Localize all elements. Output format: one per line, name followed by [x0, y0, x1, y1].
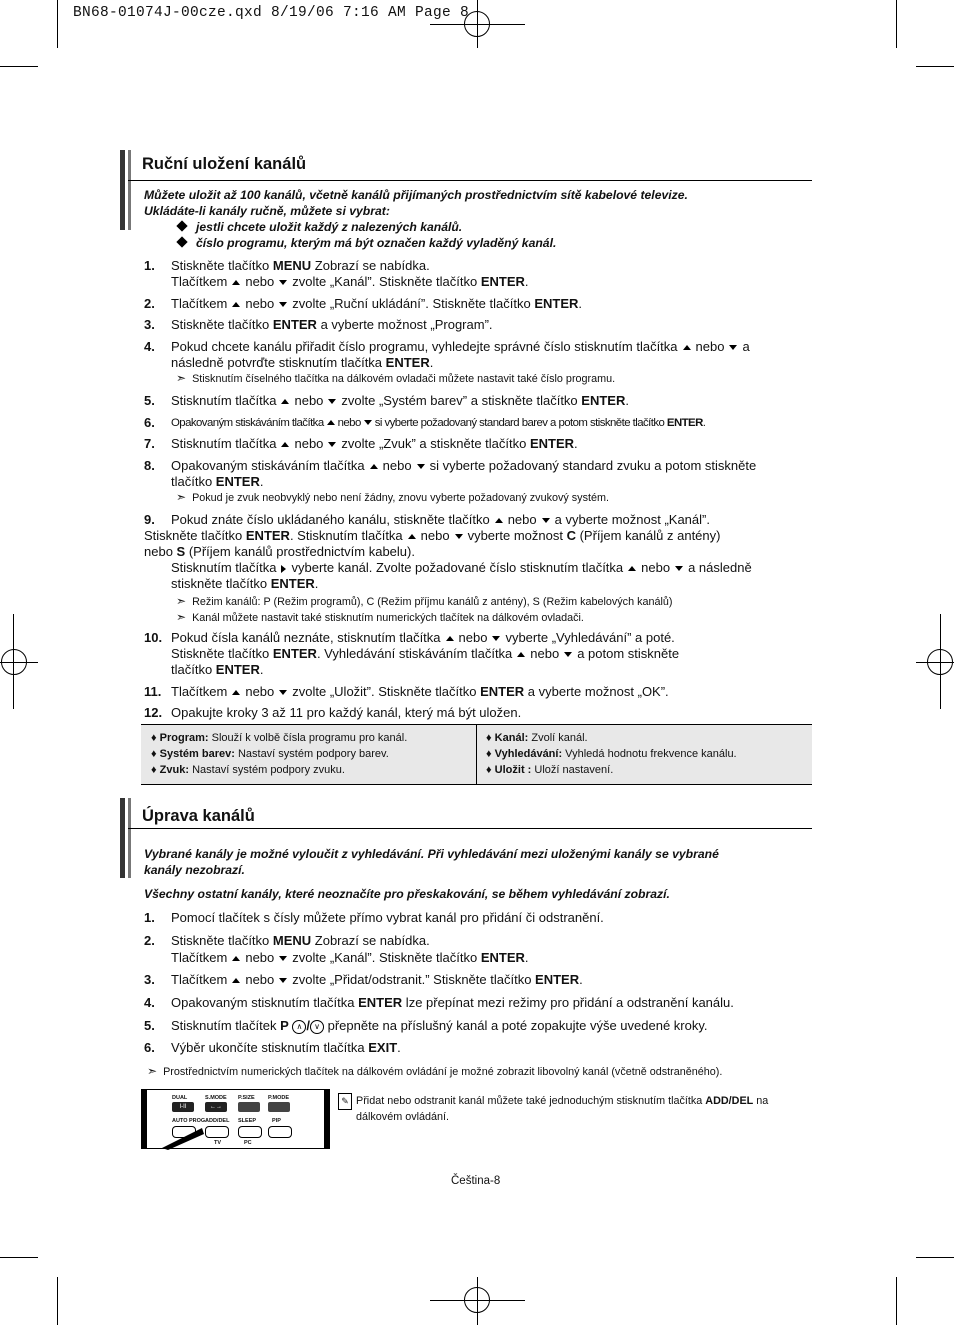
table-divider: [476, 725, 477, 784]
section-title: Úprava kanálů: [142, 807, 255, 825]
step-text: Opakovaným stiskáváním tlačítka nebo si vyberte požadovaný standard barev a potom stiskněte tlačítko ENTER.: [171, 417, 706, 429]
step-text: stiskněte tlačítko ENTER.: [171, 576, 319, 591]
down-arrow-icon: [455, 534, 463, 539]
down-arrow-icon: [564, 652, 572, 657]
note-arrow-icon: ➣: [147, 1064, 158, 1078]
remote-button-smode: ←→: [205, 1102, 227, 1112]
step-text: Pokud chcete kanálu přiřadit číslo programu, vyhledejte správné číslo stisknutím tlačítka nebo a: [171, 339, 750, 354]
step-text: Opakujte kroky 3 až 11 pro každý kanál, který má být uložen.: [171, 705, 522, 720]
note-arrow-icon: ➣: [176, 490, 187, 504]
remote-control-illustration: [141, 1089, 330, 1149]
step-number: 4.: [144, 339, 155, 354]
channel-down-icon: ∨: [310, 1020, 324, 1034]
down-arrow-icon: [279, 302, 287, 307]
up-arrow-icon: [683, 345, 691, 350]
crop-mark: [57, 0, 58, 48]
step-number: 2.: [144, 933, 155, 948]
registration-mark-icon: [1, 649, 27, 675]
page-footer: Čeština-8: [451, 1175, 501, 1187]
tip-text: Přidat nebo odstranit kanál můžete také jednoduchým stisknutím tlačítka ADD/DEL na dálkovém ovládání.: [356, 1095, 769, 1123]
up-arrow-icon: [446, 636, 454, 641]
remote-key-label: SLEEP: [238, 1118, 257, 1124]
down-arrow-icon: [328, 399, 336, 404]
step-text: Stisknutím tlačítka vyberte kanál. Zvolte požadované číslo stisknutím tlačítka nebo a následně: [171, 560, 752, 575]
step-text: nebo S (Příjem kanálů prostřednictvím kabelu).: [144, 544, 415, 559]
step-text: Tlačítkem nebo zvolte „Přidat/odstranit.” Stiskněte tlačítko ENTER.: [171, 972, 583, 987]
remote-button-adddel: [205, 1126, 229, 1138]
registration-mark-icon: [464, 1287, 490, 1313]
crop-mark: [916, 66, 954, 67]
step-text: Stisknutím tlačítka nebo zvolte „Systém barev” a stiskněte tlačítko ENTER.: [171, 393, 629, 408]
step-number: 10.: [144, 630, 163, 645]
intro-line: Všechny ostatní kanály, které neoznačíte pro přeskakování, se během vyhledávání zobrazí.: [144, 887, 670, 901]
step-text: Pokud čísla kanálů neznáte, stisknutím tlačítka nebo vyberte „Vyhledávání” a poté.: [171, 630, 675, 645]
remote-key-label: DUAL: [172, 1095, 188, 1101]
section-rule: [128, 828, 812, 829]
bullet-item: jestli chcete uložit každý z nalezených kanálů.: [178, 220, 462, 234]
remote-key-label: ADD/DEL: [205, 1118, 230, 1124]
up-arrow-icon: [232, 978, 240, 983]
step-text: Pomocí tlačítek s čísly můžete přímo vybrat kanál pro přidání či odstranění.: [171, 910, 604, 925]
table-row: ♦ Zvuk: Nastaví systém podpory zvuku.: [151, 764, 345, 776]
note-arrow-icon: ➣: [176, 610, 187, 624]
crop-mark: [57, 1277, 58, 1325]
table-col-right: [486, 730, 737, 778]
down-arrow-icon: [279, 956, 287, 961]
bullet-item: číslo programu, kterým má být označen každý vyladěný kanál.: [178, 236, 556, 250]
crop-mark: [0, 66, 38, 67]
step-text: Stisknutím tlačítek P ∧ / ∨ přepněte na příslušný kanál a poté zopakujte výše uvedené kroky.: [171, 1018, 708, 1033]
pointer-arrow-icon: [158, 1120, 208, 1150]
up-arrow-icon: [495, 518, 503, 523]
crop-mark: [0, 1257, 38, 1258]
step-number: 3.: [144, 317, 155, 332]
step-text: Pokud znáte číslo ukládaného kanálu, stiskněte tlačítko nebo a vyberte možnost „Kanál”.: [171, 512, 710, 527]
table-row: ♦ Vyhledávání: Vyhledá hodnotu frekvence kanálu.: [486, 748, 737, 760]
step-number: 1.: [144, 910, 155, 925]
file-header: BN68-01074J-00cze.qxd 8/19/06 7:16 AM Page 8: [73, 5, 470, 21]
section-bar: [120, 150, 125, 230]
down-arrow-icon: [279, 978, 287, 983]
table-row: ♦ Kanál: Zvolí kanál.: [486, 732, 588, 744]
note-arrow-icon: ➣: [176, 594, 187, 608]
up-arrow-icon: [281, 442, 289, 447]
down-arrow-icon: [542, 518, 550, 523]
note-pen-icon: ✎: [338, 1093, 352, 1110]
section-note: ➣ Prostřednictvím numerických tlačítek na dálkovém ovládání je možné zobrazit libovolný kanál (včetně odstraněného).: [147, 1064, 723, 1078]
registration-mark-icon: [464, 11, 490, 37]
intro-line: Můžete uložit až 100 kanálů, včetně kanálů přijímaných prostřednictvím sítě kabelové televize.: [144, 188, 688, 202]
remote-key-label: PC: [244, 1140, 252, 1146]
intro-line: Vybrané kanály je možné vyloučit z vyhledávání. Při vyhledávání mezi uloženými kanály se vybrané: [144, 847, 719, 861]
remote-key-label: AUTO PROG.: [172, 1118, 207, 1124]
section-bar: [128, 798, 131, 878]
step-number: 1.: [144, 258, 155, 273]
step-text: Výběr ukončíte stisknutím tlačítka EXIT.: [171, 1040, 401, 1055]
step-note: ➣ Stisknutím číselného tlačítka na dálkovém ovladači můžete nastavit také číslo programu.: [176, 371, 616, 385]
step-number: 9.: [144, 512, 155, 527]
step-text: Tlačítkem nebo zvolte „Ruční ukládání”. Stiskněte tlačítko ENTER.: [171, 296, 583, 311]
step-text: tlačítko ENTER.: [171, 474, 264, 489]
step-number: 4.: [144, 995, 155, 1010]
step-text: následně potvrďte stisknutím tlačítka ENTER.: [171, 355, 434, 370]
remote-key-label: PIP: [272, 1118, 281, 1124]
up-arrow-icon: [370, 464, 378, 469]
step-number: 8.: [144, 458, 155, 473]
diamond-bullet-icon: [176, 220, 187, 231]
step-number: 6.: [144, 415, 155, 430]
remote-key-label: P.SIZE: [238, 1095, 255, 1101]
step-text: Stisknutím tlačítka nebo zvolte „Zvuk” a stiskněte tlačítko ENTER.: [171, 436, 578, 451]
up-arrow-icon: [408, 534, 416, 539]
right-arrow-icon: [281, 565, 286, 573]
remote-button-sleep: [238, 1126, 262, 1138]
step-text: Tlačítkem nebo zvolte „Kanál”. Stiskněte tlačítko ENTER.: [171, 950, 529, 965]
remote-key-label: P.MODE: [268, 1095, 289, 1101]
up-arrow-icon: [281, 399, 289, 404]
table-row: ♦ Systém barev: Nastaví systém podpory barev.: [151, 748, 389, 760]
step-text: Stiskněte tlačítko ENTER a vyberte možnost „Program”.: [171, 317, 493, 332]
step-text: Stiskněte tlačítko ENTER. Stisknutím tlačítka nebo vyberte možnost C (Příjem kanálů z antény): [144, 528, 721, 543]
step-note: ➣ Pokud je zvuk neobvyklý nebo není žádny, znovu vyberte požadovaný zvukový systém.: [176, 490, 609, 504]
crop-mark: [896, 0, 897, 48]
step-number: 3.: [144, 972, 155, 987]
up-arrow-icon: [628, 566, 636, 571]
up-arrow-icon: [517, 652, 525, 657]
diamond-bullet-icon: [176, 236, 187, 247]
step-text: Tlačítkem nebo zvolte „Kanál”. Stiskněte tlačítko ENTER.: [171, 274, 529, 289]
crop-mark: [916, 1257, 954, 1258]
down-arrow-icon: [675, 566, 683, 571]
intro-line: kanály nezobrazí.: [144, 863, 245, 877]
step-text: Stiskněte tlačítko MENU Zobrazí se nabídka.: [171, 933, 430, 948]
step-note: ➣ Kanál můžete nastavit také stisknutím numerických tlačítek na dálkovém ovladači.: [176, 610, 584, 624]
registration-mark-icon: [927, 649, 953, 675]
down-arrow-icon: [364, 420, 372, 425]
section-title: Ruční uložení kanálů: [142, 155, 307, 173]
remote-key-label: S.MODE: [205, 1095, 227, 1101]
up-arrow-icon: [232, 280, 240, 285]
crop-mark: [896, 1277, 897, 1325]
step-number: 12.: [144, 705, 163, 720]
down-arrow-icon: [417, 464, 425, 469]
step-text: Tlačítkem nebo zvolte „Uložit”. Stiskněte tlačítko ENTER a vyberte možnost „OK”.: [171, 684, 669, 699]
up-arrow-icon: [327, 420, 335, 425]
step-number: 2.: [144, 296, 155, 311]
step-text: Stiskněte tlačítko MENU Zobrazí se nabídka.: [171, 258, 430, 273]
channel-up-icon: ∧: [292, 1020, 306, 1034]
up-arrow-icon: [232, 690, 240, 695]
step-number: 7.: [144, 436, 155, 451]
step-text: tlačítko ENTER.: [171, 662, 264, 677]
step-number: 5.: [144, 393, 155, 408]
settings-table: [141, 724, 812, 785]
step-number: 11.: [144, 684, 162, 699]
up-arrow-icon: [232, 956, 240, 961]
down-arrow-icon: [328, 442, 336, 447]
down-arrow-icon: [729, 345, 737, 350]
remote-button-pip: [268, 1126, 292, 1138]
step-note: ➣ Režim kanálů: P (Režim programů), C (Režim příjmu kanálů z antény), S (Režim kabelových kanálů): [176, 594, 673, 608]
step-text: Opakovaným stiskáváním tlačítka nebo si vyberte požadovaný standard zvuku a potom stiskněte: [171, 458, 757, 473]
remote-button-psize: [238, 1102, 260, 1112]
down-arrow-icon: [492, 636, 500, 641]
table-col-left: [151, 730, 407, 778]
note-arrow-icon: ➣: [176, 371, 187, 385]
step-text: Opakovaným stisknutím tlačítka ENTER lze přepínat mezi režimy pro přidání a odstranění kanálu.: [171, 995, 734, 1010]
step-text: Stiskněte tlačítko ENTER. Vyhledávání stiskáváním tlačítka nebo a potom stiskněte: [171, 646, 680, 661]
remote-button-pmode: [268, 1102, 290, 1112]
down-arrow-icon: [279, 690, 287, 695]
step-number: 5.: [144, 1018, 155, 1033]
down-arrow-icon: [279, 280, 287, 285]
section-bar: [120, 798, 125, 878]
remote-button-dual: I-II: [172, 1102, 194, 1112]
section-rule: [128, 180, 812, 181]
section-bar: [128, 150, 131, 230]
remote-key-label: TV: [214, 1140, 222, 1146]
step-number: 6.: [144, 1040, 155, 1055]
table-row: ♦ Uložit : Uloží nastavení.: [486, 764, 614, 776]
intro-line: Ukládáte-li kanály ručně, můžete si vybrat:: [144, 204, 390, 218]
up-arrow-icon: [232, 302, 240, 307]
table-row: ♦ Program: Slouží k volbě čísla programu pro kanál.: [151, 732, 408, 744]
